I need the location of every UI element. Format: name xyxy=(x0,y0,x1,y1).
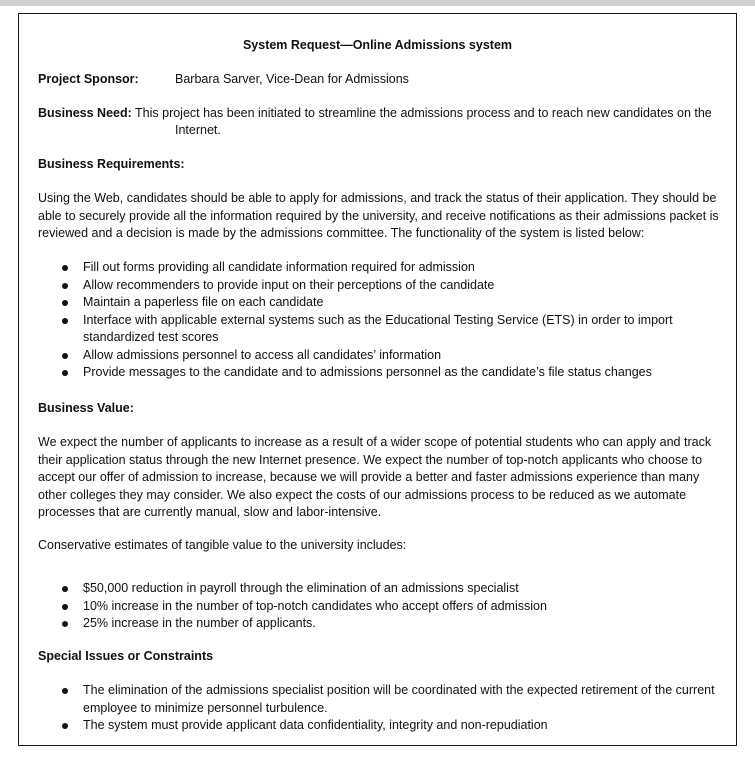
bullet-icon xyxy=(62,265,68,271)
bullet-icon xyxy=(62,723,68,729)
business-need xyxy=(38,105,733,122)
estimates-list xyxy=(83,580,723,633)
list-item xyxy=(83,277,723,295)
sponsor-value: Barbara Sarver, Vice-Dean for Admissions xyxy=(175,72,409,86)
list-item-text: 25% increase in the number of applicants. xyxy=(83,616,316,630)
list-item xyxy=(83,347,723,365)
special-issues-heading: Special Issues or Constraints xyxy=(38,649,214,663)
list-item xyxy=(83,598,723,616)
bullet-icon xyxy=(62,621,68,627)
business-value-heading: Business Value: xyxy=(38,401,134,415)
bullet-icon xyxy=(62,370,68,376)
requirements-list xyxy=(83,259,723,382)
list-item-text: 10% increase in the number of top-notch candidates who accept offers of admission xyxy=(83,598,547,613)
top-divider xyxy=(0,0,755,6)
sponsor-label xyxy=(38,71,139,88)
system-request-document xyxy=(18,13,737,746)
bullet-icon xyxy=(62,300,68,306)
business-need-text-line2: Internet. xyxy=(175,123,221,137)
list-item-text: The elimination of the admissions specialist position will be coordinated with the expected retirement of the current employee to minimize personnel turbulence. xyxy=(83,683,715,715)
bullet-icon xyxy=(62,604,68,610)
list-item xyxy=(83,259,723,277)
bullet-icon xyxy=(62,318,68,324)
estimates-intro: Conservative estimates of tangible value to the university includes: xyxy=(38,538,407,552)
list-item-text: Fill out forms providing all candidate information required for admission xyxy=(83,260,475,274)
page-title: System Request—Online Admissions system xyxy=(242,38,513,52)
issues-list xyxy=(83,682,723,735)
bullet-icon xyxy=(62,688,68,694)
list-item xyxy=(83,615,723,633)
list-item-text: Maintain a paperless file on each candidate xyxy=(83,295,324,309)
bullet-icon xyxy=(62,283,68,289)
list-item xyxy=(83,717,723,735)
list-item-text: $50,000 reduction in payroll through the elimination of an admissions specialist xyxy=(83,581,519,595)
list-item xyxy=(83,312,723,347)
business-requirements-paragraph: Using the Web, candidates should be able to apply for admissions, and track the status of their application. They should be able to securely provide all the information required by the university, and receive notifications as their admissions packet is reviewed and a decision is made by the admissions committee. The functionality of the system is listed below: xyxy=(38,191,719,240)
list-item xyxy=(83,294,723,312)
business-need-text-line1: This project has been initiated to streamline the admissions process and to reach new candidates on the xyxy=(135,106,712,120)
list-item-text: Provide messages to the candidate and to admissions personnel as the candidate’s file status changes xyxy=(83,365,652,379)
bullet-icon xyxy=(62,353,68,359)
sponsor-label-text: Project Sponsor: xyxy=(38,72,139,86)
list-item-text: Allow recommenders to provide input on their perceptions of the candidate xyxy=(83,277,495,292)
list-item-text: Allow admissions personnel to access all candidates’ information xyxy=(83,347,442,362)
list-item-text: Interface with applicable external systems such as the Educational Testing Service (ETS) in order to import standardized test scores xyxy=(83,312,673,344)
list-item xyxy=(83,580,723,598)
list-item xyxy=(83,682,723,717)
business-need-label: Business Need: xyxy=(38,106,132,120)
business-value-paragraph: We expect the number of applicants to increase as a result of a wider scope of potential students who can apply and track their application status through the new Internet presence. We expect the number of top-notch applicants who choose to accept our offer of admission to increase, because we will provide a better and faster admissions experience than many other colleges they may consider. We also expect the costs of our admissions process to be reduced as we automate processes that are currently manual, slow and labor-intensive. xyxy=(38,435,712,519)
bullet-icon xyxy=(62,586,68,592)
list-item-text: The system must provide applicant data confidentiality, integrity and non-repudiation xyxy=(83,718,548,732)
business-requirements-heading: Business Requirements: xyxy=(38,157,185,171)
list-item xyxy=(83,364,723,382)
